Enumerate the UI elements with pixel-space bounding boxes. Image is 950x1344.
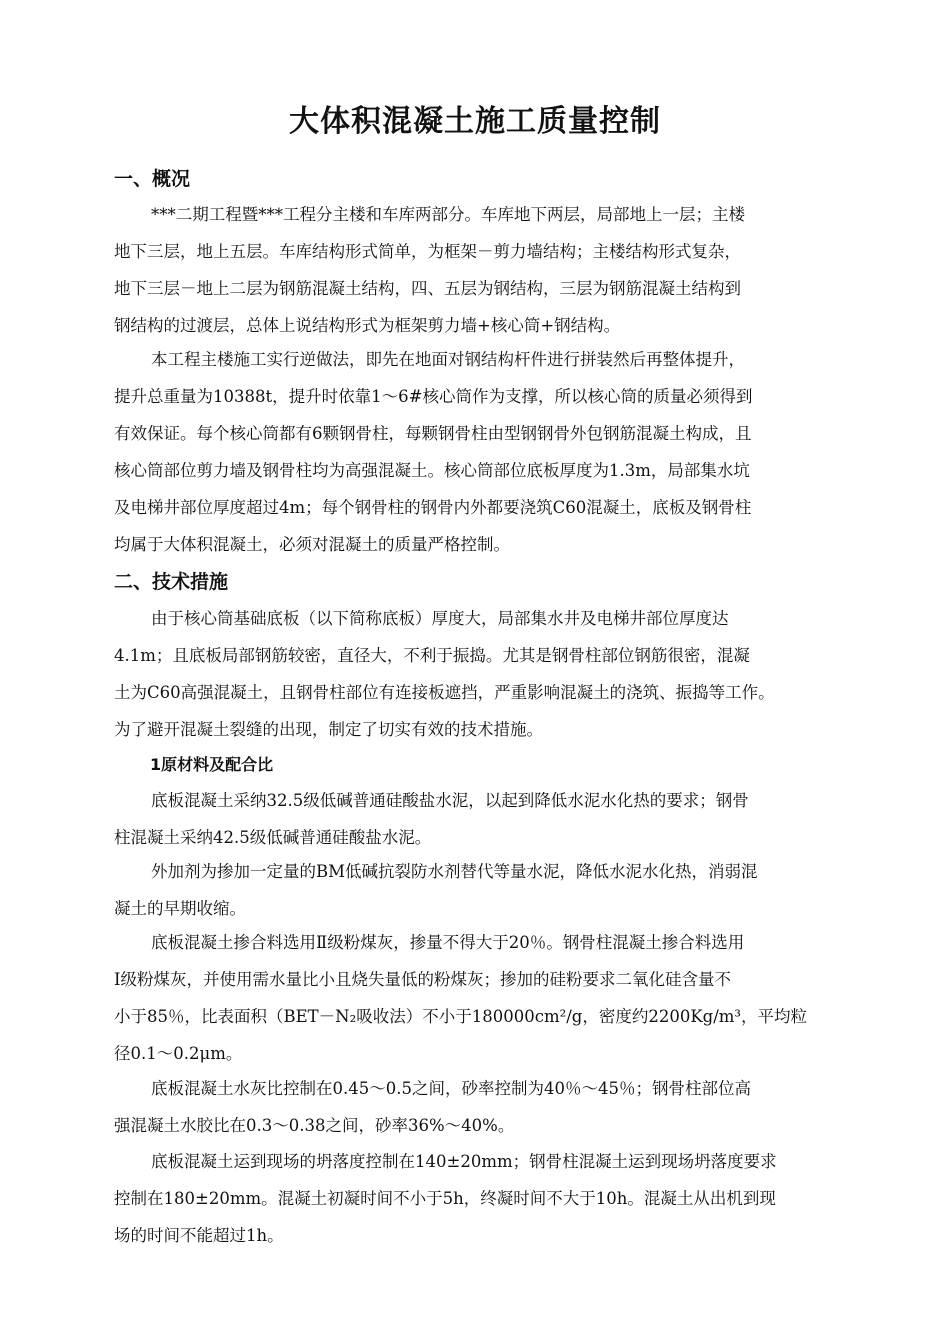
paragraph-line: 为了避开混凝土裂缝的出现，制定了切实有效的技术措施。 [114, 720, 543, 739]
paragraph-line: 凝土的早期收缩。 [114, 899, 246, 918]
paragraph-line: 强混凝土水胶比在0.3～0.38之间，砂率36%～40%。 [114, 1116, 515, 1135]
paragraph-line: 底板混凝土采纳32.5级低碱普通硅酸盐水泥，以起到降低水泥水化热的要求；钢骨 [151, 791, 749, 810]
paragraph-line: 地下三层，地上五层。车库结构形式简单，为框架－剪力墙结构；主楼结构形式复杂， [114, 242, 741, 261]
paragraph-line: 本工程主楼施工实行逆做法，即先在地面对钢结构杆件进行拼装然后再整体提升， [151, 350, 745, 369]
paragraph-line: 地下三层－地上二层为钢筋混凝土结构，四、五层为钢结构，三层为钢筋混凝土结构到 [114, 279, 741, 298]
paragraph [114, 600, 864, 748]
section-heading-overview: 一、概况 [114, 168, 191, 190]
paragraph-line: 小于85％，比表面积（BET－N₂吸收法）不小于180000cm²/g，密度约2200Kg/m³，平均粒 [114, 1007, 808, 1026]
paragraph-line: 有效保证。每个核心筒都有6颗钢骨柱，每颗钢骨柱由型钢钢骨外包钢筋混凝土构成，且 [114, 424, 752, 443]
paragraph-line: 4.1m；且底板局部钢筋较密，直径大，不利于振捣。尤其是钢骨柱部位钢筋很密，混凝 [114, 646, 750, 665]
paragraph-line: Ⅰ级粉煤灰，并使用需水量比小且烧失量低的粉煤灰；掺加的硅粉要求二氧化硅含量不 [114, 970, 732, 989]
paragraph [114, 924, 864, 1072]
paragraph-line: 均属于大体积混凝土，必须对混凝土的质量严格控制。 [114, 535, 510, 554]
paragraph-line: 钢结构的过渡层，总体上说结构形式为框架剪力墙+核心筒+钢结构。 [114, 316, 621, 335]
paragraph-line: 土为C60高强混凝土，且钢骨柱部位有连接板遮挡，严重影响混凝土的浇筑、振捣等工作。 [114, 683, 775, 702]
section-heading-technical-measures: 二、技术措施 [114, 571, 229, 593]
paragraph-line: 控制在180±20mm。混凝土初凝时间不小于5h，终凝时间不大于10h。混凝土从出机到现 [114, 1189, 776, 1208]
paragraph-line: 底板混凝土运到现场的坍落度控制在140±20mm；钢骨柱混凝土运到现场坍落度要求 [151, 1152, 777, 1171]
paragraph-line: ***二期工程暨***工程分主楼和车库两部分。车库地下两层，局部地上一层；主楼 [151, 205, 745, 224]
paragraph-line: 场的时间不能超过1h。 [114, 1226, 284, 1245]
paragraph-line: 底板混凝土掺合料选用Ⅱ级粉煤灰，掺量不得大于20％。钢骨柱混凝土掺合料选用 [151, 933, 745, 952]
paragraph [114, 196, 864, 344]
document-title: 大体积混凝土施工质量控制 [289, 104, 661, 139]
paragraph-line: 及电梯井部位厚度超过4m；每个钢骨柱的钢骨内外都要浇筑C60混凝土，底板及钢骨柱 [114, 498, 752, 517]
subsection-heading-materials: 1原材料及配合比 [150, 755, 274, 774]
paragraph [114, 782, 864, 856]
paragraph-line: 由于核心筒基础底板（以下简称底板）厚度大，局部集水井及电梯井部位厚度达 [151, 609, 729, 628]
paragraph-line: 底板混凝土水灰比控制在0.45～0.5之间，砂率控制为40％～45％；钢骨柱部位高 [151, 1079, 751, 1098]
paragraph-line: 径0.1～0.2μm。 [114, 1044, 243, 1063]
paragraph-line: 柱混凝土采纳42.5级低碱普通硅酸盐水泥。 [114, 828, 432, 847]
paragraph [114, 1143, 864, 1254]
paragraph-line: 提升总重量为10388t，提升时依靠1～6#核心筒作为支撑，所以核心筒的质量必须得到 [114, 387, 753, 406]
paragraph-line: 核心筒部位剪力墙及钢骨柱均为高强混凝土。核心筒部位底板厚度为1.3m，局部集水坑 [114, 461, 750, 480]
paragraph [114, 1070, 864, 1144]
paragraph-line: 外加剂为掺加一定量的BM低碱抗裂防水剂替代等量水泥，降低水泥水化热，消弱混 [151, 862, 758, 881]
paragraph [114, 853, 864, 927]
paragraph [114, 341, 864, 563]
